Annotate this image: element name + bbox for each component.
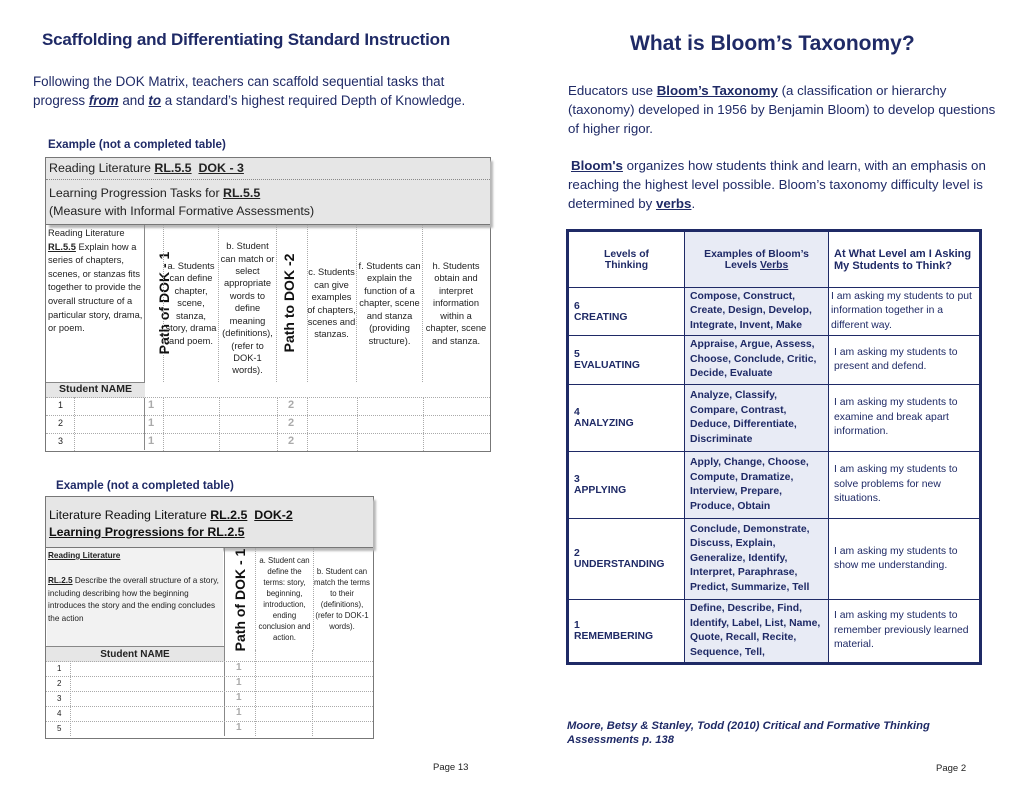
table2-row-path1: 1 (236, 707, 242, 718)
intro-pre: progress (33, 93, 89, 108)
verbs-header (685, 232, 829, 288)
blooms-taxonomy-link[interactable]: Bloom’s Taxonomy (656, 83, 778, 98)
bloom-row (569, 600, 980, 663)
bloom-row (569, 452, 980, 519)
table2-row-number: 3 (57, 694, 62, 703)
table1-header-divider (46, 179, 490, 180)
bloom-row (569, 519, 980, 600)
table2-row-divider (46, 706, 373, 707)
level-number: 2 (574, 548, 580, 559)
table1-task-f: f. Students can explain the function of a chapter, scene and stanza (providing structure). (357, 225, 423, 382)
bloom-level (569, 336, 685, 385)
table1-path2-label: Path to DOK -2 (281, 253, 297, 353)
left-page-number: Page 13 (433, 762, 469, 773)
table2-row-col-line (70, 661, 71, 736)
citation (567, 719, 930, 747)
levels-header: Levels of Thinking (569, 232, 685, 288)
p2-end: . (691, 196, 696, 211)
intro-and: and (118, 93, 149, 108)
table1-header-line2 (49, 184, 314, 220)
table2-row-divider (46, 691, 373, 692)
table1-row-path2: 2 (288, 417, 295, 429)
level-number: 6 (574, 300, 580, 312)
verbs-header-link: Verbs (759, 259, 789, 271)
table2-head1-dok: DOK-2 (254, 508, 293, 522)
table2-row-divider (46, 676, 373, 677)
verbs-header-pre: Examples of Bloom’s Levels (704, 248, 809, 271)
level-number: 1 (574, 620, 580, 631)
table1-row-col-line (423, 397, 424, 451)
bloom-level (569, 519, 685, 600)
table1-path1-cell (145, 225, 172, 382)
table2-row-path1: 1 (236, 677, 242, 688)
level-name: ANALYZING (574, 418, 634, 429)
table2-row-number: 4 (57, 709, 62, 718)
bloom-verbs: Appraise, Argue, Assess, Choose, Conclude, Critic, Decide, Evaluate (685, 336, 829, 385)
level-name: CREATING (574, 311, 628, 323)
level-name: APPLYING (574, 485, 627, 496)
table1-path1-label: Path of DOK - 1 (156, 251, 172, 355)
p1-post: (a classification or hierarchy (taxonomy) developed in 1956 by Benjamin Bloom) to develop questions of higher rigor. (568, 83, 996, 136)
table1-head1-standard: RL.5.5 (154, 161, 192, 175)
table2-row-number: 1 (57, 664, 62, 673)
bloom-row (569, 288, 980, 336)
right-page-number: Page 2 (936, 763, 967, 774)
citation-line1: Moore, Betsy & Stanley, Todd (2010) Critical and Formative Thinking (567, 720, 930, 732)
bloom-table-header-row (569, 232, 980, 288)
table1-path2-cell (277, 225, 308, 382)
table1-standard-title: Reading Literature (48, 228, 125, 238)
table2-head1-pre: Literature Reading Literature (49, 508, 211, 522)
table1-standard-text: Explain how a series of chapters, scenes, or stanzas fits together to provide the overall structure of a particular story, drama, or poem. (48, 241, 143, 334)
right-page-title: What is Bloom’s Taxonomy? (630, 32, 915, 55)
progression-table-rl55 (45, 157, 491, 452)
table2-task-a: a. Student can define the terms: story, beginning, introduction, ending conclusion and action. (255, 548, 314, 650)
verbs-link[interactable]: verbs (655, 196, 692, 211)
bloom-row (569, 385, 980, 452)
table2-row-col-line (255, 650, 256, 736)
table1-task-b: b. Student can match or select appropriate words to define meaning (definitions), (refer to DOK-1 words). (219, 225, 277, 382)
table2-header (46, 497, 373, 548)
table2-head1-standard: RL.2.5 (210, 508, 248, 522)
level-name: UNDERSTANDING (574, 559, 665, 570)
question-header: At What Level am I Asking My Students to Think? (829, 232, 980, 288)
bloom-verbs: Define, Describe, Find, Identify, Label, List, Name, Quote, Recall, Recite, Sequence, Tell, (685, 600, 829, 663)
bloom-verbs: Analyze, Classify, Compare, Contrast, Deduce, Differentiate, Discriminate (685, 385, 829, 452)
table1-header-line1 (49, 161, 244, 175)
bloom-level (569, 452, 685, 519)
table1-row-col-line (277, 397, 278, 451)
bloom-verbs-paragraph (568, 156, 998, 213)
table1-row-col-line (307, 397, 308, 451)
table1-row-number: 1 (58, 400, 64, 410)
level-number: 4 (574, 407, 580, 418)
citation-line2: Assessments p. 138 (567, 734, 674, 746)
left-intro-paragraph (33, 72, 513, 110)
table2-standard-code: RL.2.5 (48, 576, 73, 585)
table2-row-divider (46, 661, 373, 662)
example1-label: Example (not a completed table) (48, 138, 226, 151)
level-number: 5 (574, 349, 580, 360)
bloom-verbs: Conclude, Demonstrate, Discuss, Explain, Generalize, Identify, Interpret, Paraphrase, Predict, Summarize, Tell (685, 519, 829, 600)
blooms-link[interactable]: Bloom's (571, 158, 623, 173)
level-name: REMEMBERING (574, 631, 654, 642)
bloom-level (569, 600, 685, 663)
table2-standard-text: Describe the overall structure of a story, including describing how the beginning introduces the story and the ending concludes the action (48, 576, 219, 623)
intro-from: from (88, 93, 119, 108)
table1-row-col-line (357, 397, 358, 451)
bloom-verbs: Compose, Construct, Create, Design, Develop, Integrate, Invent, Make (685, 288, 829, 336)
table1-row-col-line (163, 397, 164, 451)
table2-header-text (49, 507, 293, 541)
p1-pre: Educators use (568, 83, 657, 98)
intro-post: a standard’s highest required Depth of Knowledge. (161, 93, 466, 108)
table1-header (46, 158, 490, 225)
table2-row-path1: 1 (236, 722, 242, 733)
table1-standard-code: RL.5.5 (48, 241, 76, 252)
table1-row-path1: 1 (148, 399, 155, 411)
table1-head1-dok: DOK - 3 (198, 161, 244, 175)
bloom-question: I am asking my students to present and defend. (829, 336, 980, 385)
bloom-verbs: Apply, Change, Choose, Compute, Dramatize, Interview, Prepare, Produce, Obtain (685, 452, 829, 519)
table2-row-path1: 1 (236, 692, 242, 703)
table1-standard-cell (48, 227, 143, 336)
table2-standard-title: Reading Literature (48, 551, 121, 560)
table1-task-h: h. Students obtain and interpret information within a chapter, scene and stanza. (425, 261, 487, 346)
left-page-title: Scaffolding and Differentiating Standard Instruction (42, 30, 451, 49)
table1-head2-standard: RL.5.5 (223, 186, 261, 200)
bloom-level (569, 385, 685, 452)
bloom-question: I am asking my students to remember previously learned material. (829, 600, 980, 663)
table1-row-col-line (219, 397, 220, 451)
table2-head2: Learning Progressions for RL.2.5 (49, 525, 245, 539)
table1-task-a: a. Students can define chapter, scene, stanza, story, drama and poem. (163, 225, 219, 382)
table1-head1-pre: Reading Literature (49, 161, 155, 175)
table1-student-name-header: Student NAME (46, 382, 145, 398)
table2-standard-cell (47, 548, 223, 646)
bloom-question: I am asking my students to show me understanding. (829, 519, 980, 600)
table1-row-number: 3 (58, 436, 64, 446)
table1-row-number: 2 (58, 418, 64, 428)
example2-label: Example (not a completed table) (56, 479, 234, 492)
table1-task-c: c. Students can give examples of chapters, scenes and stanzas. (307, 225, 357, 382)
bloom-question: I am asking my students to solve problems for new situations. (829, 452, 980, 519)
table2-student-name-header: Student NAME (46, 646, 224, 662)
table2-path1-cell (225, 548, 255, 650)
table2-path1-label: Path of DOK - 1 (232, 548, 248, 652)
table1-head2-pre: Learning Progression Tasks for (49, 186, 224, 200)
table2-row-divider (46, 721, 373, 722)
bloom-intro-paragraph (568, 81, 998, 138)
table2-task-b: b. Student can match the terms to their (definitions), (refer to DOK-1 words). (314, 567, 370, 631)
bloom-level (569, 288, 685, 336)
table1-row-path2: 2 (288, 399, 295, 411)
level-name: EVALUATING (574, 360, 640, 371)
table1-row-path2: 2 (288, 435, 295, 447)
table1-row-path1: 1 (148, 417, 155, 429)
intro-to: to (148, 93, 162, 108)
bloom-row (569, 336, 980, 385)
table2-row-path1: 1 (236, 662, 242, 673)
table1-row-path1: 1 (148, 435, 155, 447)
table2-row-number: 2 (57, 679, 62, 688)
p2-mid: organizes how students think and learn, with an emphasis on reaching the highest level possible. Bloom’s taxonomy difficulty level is determined by (568, 158, 986, 211)
intro-line1: Following the DOK Matrix, teachers can scaffold sequential tasks that (33, 74, 445, 89)
blooms-levels-table (566, 229, 982, 665)
bloom-question: I am asking my students to put information together in a different way. (829, 288, 980, 336)
table2-row-number: 5 (57, 724, 62, 733)
progression-table-rl25 (45, 496, 374, 739)
table2-row-col-line (312, 650, 313, 736)
table1-row-col-line (74, 397, 75, 451)
table1-head2-line2: (Measure with Informal Formative Assessments) (49, 204, 315, 218)
bloom-question: I am asking my students to examine and break apart information. (829, 385, 980, 452)
level-number: 3 (574, 474, 580, 485)
